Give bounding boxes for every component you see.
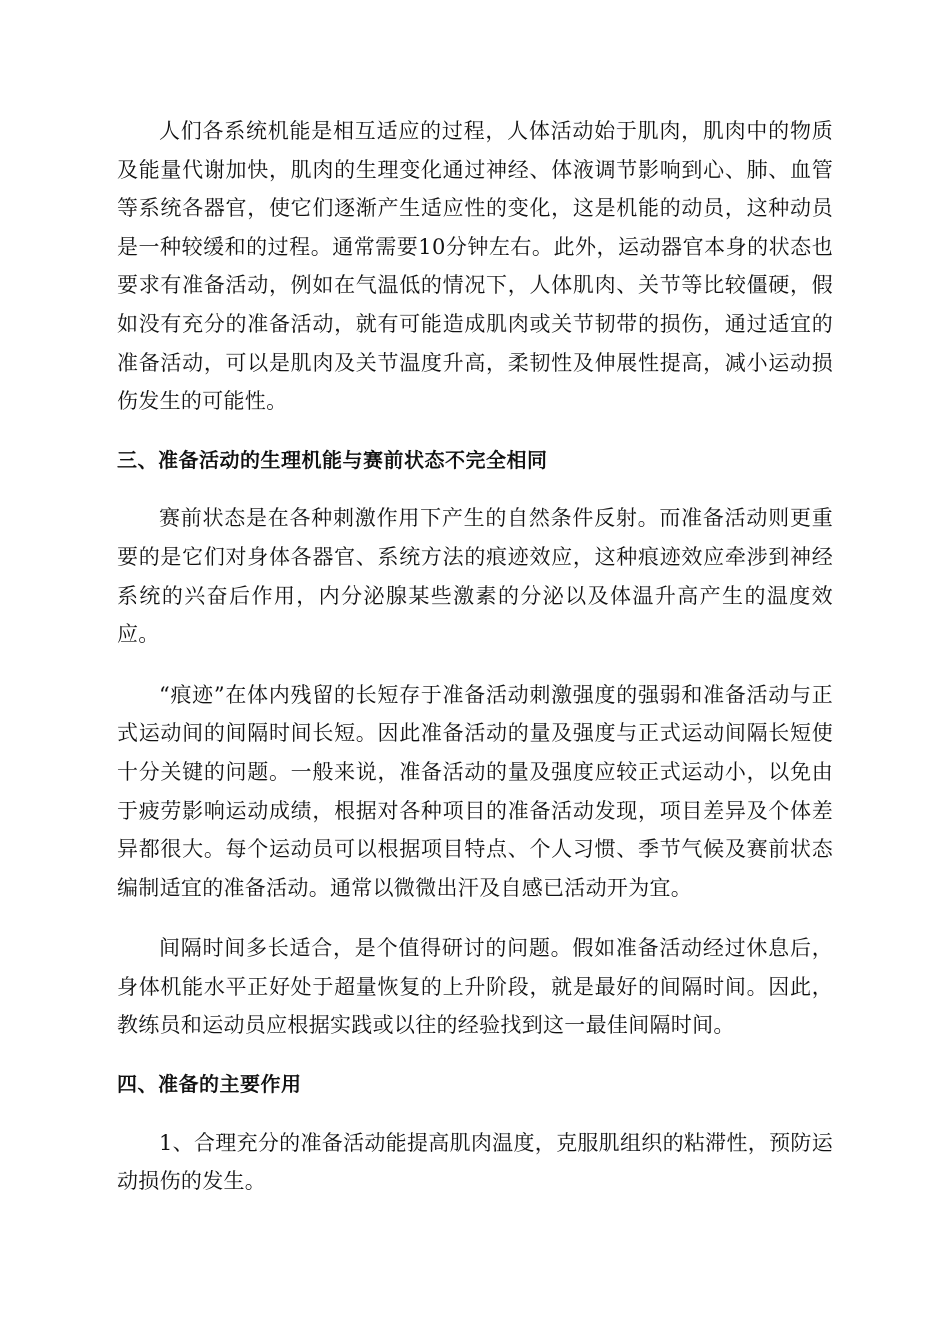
section-heading: 三、准备活动的生理机能与赛前状态不完全相同 — [117, 447, 548, 472]
body-paragraph: 赛前状态是在各种刺激作用下产生的自然条件反射。而准备活动则更重要的是它们对身体各器官、系统方法的痕迹效应，这种痕迹效应牵涉到神经系统的兴奋后作用，内分泌腺某些激素的分泌以及体温升高产生的温度效应。 — [117, 506, 833, 647]
document-body — [117, 112, 833, 1201]
body-paragraph: 1、合理充分的准备活动能提高肌肉温度，克服肌组织的粘滞性，预防运动损伤的发生。 — [117, 1130, 833, 1194]
body-paragraph: “痕迹”在体内残留的长短存于准备活动刺激强度的强弱和准备活动与正式运动间的间隔时间长短。因此准备活动的量及强度与正式运动间隔长短使十分关键的问题。一般来说，准备活动的量及强度应较正式运动小，以免由于疲劳影响运动成绩，根据对各种项目的准备活动发现，项目差异及个体差异都很大。每个运动员可以根据项目特点、个人习惯、季节气候及赛前状态编制适宜的准备活动。通常以微微出汗及自感已活动开为宜。 — [117, 682, 833, 900]
body-paragraph: 人们各系统机能是相互适应的过程，人体活动始于肌肉，肌肉中的物质及能量代谢加快，肌肉的生理变化通过神经、体液调节影响到心、肺、血管等系统各器官，使它们逐渐产生适应性的变化，这是机能的动员，这种动员是一种较缓和的过程。通常需要10分钟左右。此外，运动器官本身的状态也要求有准备活动，例如在气温低的情况下，人体肌肉、关节等比较僵硬，假如没有充分的准备活动，就有可能造成肌肉或关节韧带的损伤，通过适宜的准备活动，可以是肌肉及关节温度升高，柔韧性及伸展性提高，减小运动损伤发生的可能性。 — [117, 119, 833, 414]
body-paragraph: 间隔时间多长适合，是个值得研讨的问题。假如准备活动经过休息后，身体机能水平正好处于超量恢复的上升阶段，就是最好的间隔时间。因此，教练员和运动员应根据实践或以往的经验找到这一最佳间隔时间。 — [117, 936, 833, 1038]
section-heading: 四、准备的主要作用 — [117, 1072, 302, 1097]
